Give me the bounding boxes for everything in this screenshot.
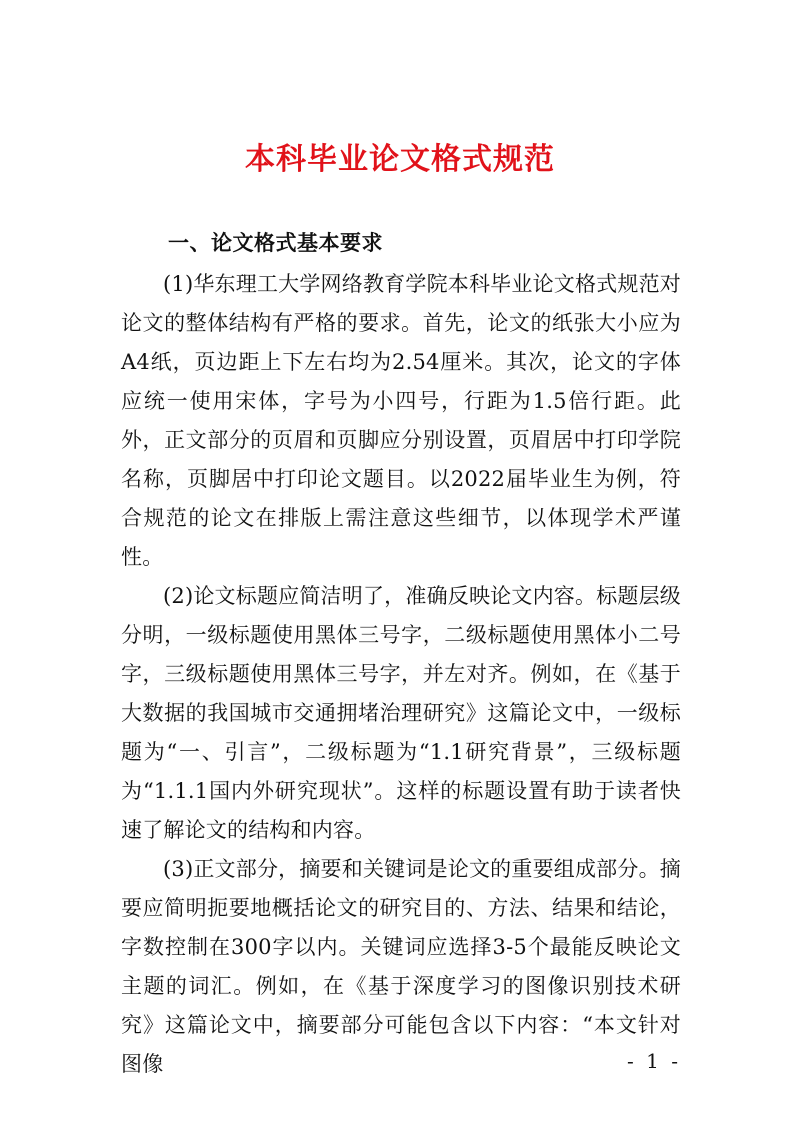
document-title: 本科毕业论文格式规范	[245, 142, 555, 177]
body-text	[121, 265, 681, 1084]
paragraph-1: (1)华东理工大学网络教育学院本科毕业论文格式规范对论文的整体结构有严格的要求。首先，论文的纸张大小应为A4纸，页边距上下左右均为2.54厘米。其次，论文的字体应统一使用宋体，字号为小四号，行距为1.5倍行距。此外，正文部分的页眉和页脚应分别设置，页眉居中打印学院名称，页脚居中打印论文题目。以2022届毕业生为例，符合规范的论文在排版上需注意这些细节，以体现学术严谨性。	[121, 272, 681, 569]
section-heading: 一、论文格式基本要求	[168, 231, 383, 255]
paragraph-2: (2)论文标题应简洁明了，准确反映论文内容。标题层级分明，一级标题使用黑体三号字，二级标题使用黑体小二号字，三级标题使用黑体三号字，并左对齐。例如，在《基于大数据的我国城市交通拥堵治理研究》这篇论文中，一级标题为“一、引言”，二级标题为“1.1研究背景”，三级标题为“1.1.1国内外研究现状”。这样的标题设置有助于读者快速了解论文的结构和内容。	[121, 584, 681, 842]
page-number: - 1 -	[627, 1049, 681, 1073]
paragraph-3: (3)正文部分，摘要和关键词是论文的重要组成部分。摘要应简明扼要地概括论文的研究目的、方法、结果和结论，字数控制在300字以内。关键词应选择3-5个最能反映论文主题的词汇。例如，在《基于深度学习的图像识别技术研究》这篇论文中，摘要部分可能包含以下内容：“本文针对图像	[121, 857, 681, 1076]
